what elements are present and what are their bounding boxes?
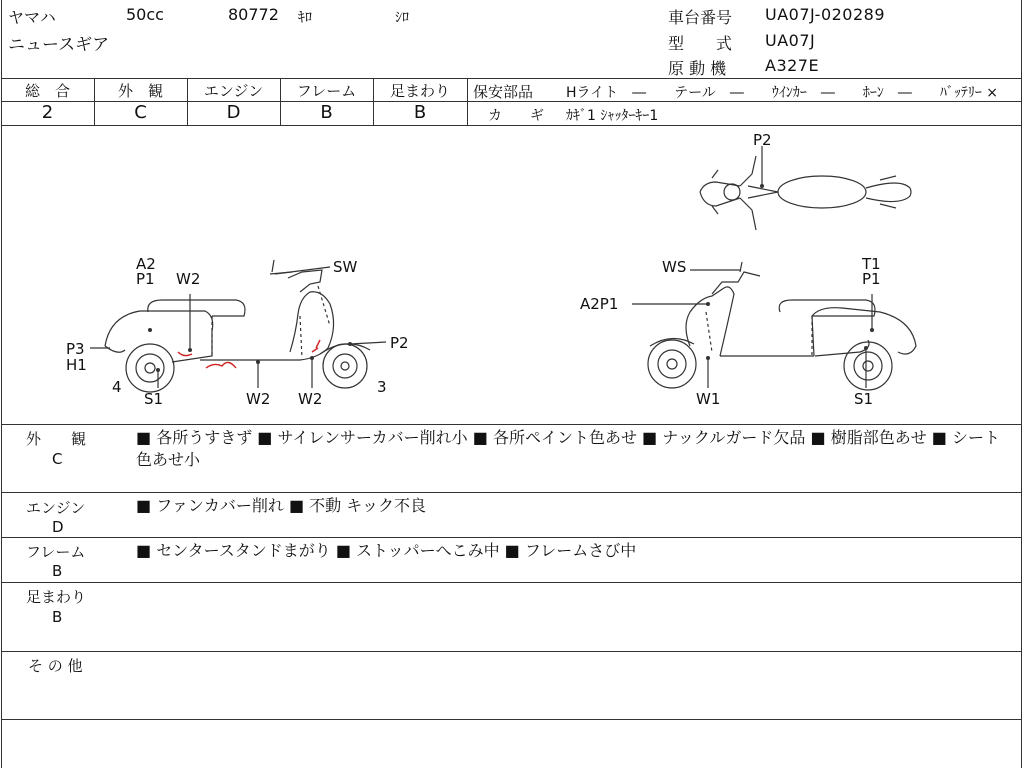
frame-no-label: 車台番号 <box>668 8 733 27</box>
body-color: ｼﾛ <box>395 10 409 26</box>
score-exterior: C <box>134 102 147 123</box>
label-left-s1: S1 <box>144 390 164 408</box>
label-left-p2: P2 <box>390 334 409 352</box>
section-label: 外 観 <box>26 430 87 448</box>
safety-label: 保安部品 <box>473 83 534 101</box>
model-code: UA07J <box>765 31 816 50</box>
model-name: ニュースギア <box>8 35 110 55</box>
label-right-s1: S1 <box>854 390 874 408</box>
score-label-frame: フレーム <box>296 82 357 100</box>
model-code-label: 型 式 <box>668 34 733 53</box>
damage-marks <box>178 340 320 368</box>
score-label-engine: エンジン <box>203 82 264 100</box>
grid-line <box>1 492 1022 493</box>
label-left-h1: H1 <box>66 356 87 374</box>
displacement: 50cc <box>126 5 164 24</box>
section-notes: ■ センタースタンドまがり ■ ストッパーへこみ中 ■ フレームさび中 <box>136 541 637 560</box>
label-left-p3: P3 <box>66 340 85 358</box>
label-left-4: 4 <box>112 378 122 396</box>
score-label-total: 総 合 <box>24 82 70 100</box>
grid-line <box>1 537 1022 538</box>
section-label: フレーム <box>26 543 86 561</box>
score-label-suspension: 足まわり <box>389 82 450 100</box>
maker: ヤマハ <box>8 8 56 27</box>
grid-line <box>1 78 1022 79</box>
label-top-p2: P2 <box>753 131 772 149</box>
label-right-ws: WS <box>662 258 687 276</box>
frame-no: UA07J-020289 <box>765 5 886 24</box>
section-grade: D <box>52 518 64 536</box>
engine-label: 原 動 機 <box>668 59 727 78</box>
score-frame: B <box>320 102 333 123</box>
label-left-w2-front: W2 <box>298 390 323 408</box>
section-notes: ■ ファンカバー削れ ■ 不動 キック不良 <box>136 496 426 515</box>
section-grade: B <box>52 562 63 580</box>
engine-no: A327E <box>765 56 820 75</box>
section-grade: B <box>52 608 63 626</box>
section-label: そ の 他 <box>28 657 83 675</box>
grid-line <box>1 424 1022 425</box>
key-value: ｶｷﾞ1 ｼｬｯﾀｰｷｰ1 <box>566 108 659 124</box>
score-engine: D <box>226 102 241 123</box>
point-markers <box>148 184 874 372</box>
label-left-p1: P1 <box>136 270 155 288</box>
section-notes: ■ 各所うすきず ■ サイレンサーカバー削れ小 ■ 各所ペイント色あせ ■ ナックルガード欠品 ■ 樹脂部色あせ ■ シート色あせ小 <box>136 428 1001 469</box>
label-left-w2-top: W2 <box>176 270 201 288</box>
scooter-top-view <box>700 146 911 230</box>
label-right-p1: P1 <box>862 270 881 288</box>
grid-line <box>1 651 1022 652</box>
key-label: カ ギ <box>488 108 544 124</box>
label-left-a2: A2 <box>136 255 156 273</box>
grid-line <box>467 78 468 125</box>
scooter-left-view <box>90 260 386 392</box>
label-right-a2p1: A2P1 <box>580 295 619 313</box>
safety-items: Hライト ― テール ― ｳｲﾝｶｰ ― ﾎｰﾝ ― ﾊﾞｯﾃﾘｰ × <box>566 85 999 101</box>
label-left-w2-mid: W2 <box>246 390 271 408</box>
label-left-3: 3 <box>377 378 387 396</box>
section-grade: C <box>52 450 63 468</box>
score-suspension: B <box>413 102 427 123</box>
score-total: 2 <box>41 102 54 123</box>
score-label-exterior: 外 観 <box>117 82 163 100</box>
label-right-t1: T1 <box>862 255 881 273</box>
section-label: 足まわり <box>26 588 87 606</box>
grid-line <box>1 719 1022 720</box>
label-right-w1: W1 <box>696 390 721 408</box>
damage-diagram <box>0 126 1024 424</box>
section-label: エンジン <box>26 499 86 517</box>
mileage-unit: ｷﾛ <box>298 10 312 26</box>
label-left-sw: SW <box>333 258 358 276</box>
mileage: 80772 <box>228 5 279 24</box>
grid-line <box>1 582 1022 583</box>
